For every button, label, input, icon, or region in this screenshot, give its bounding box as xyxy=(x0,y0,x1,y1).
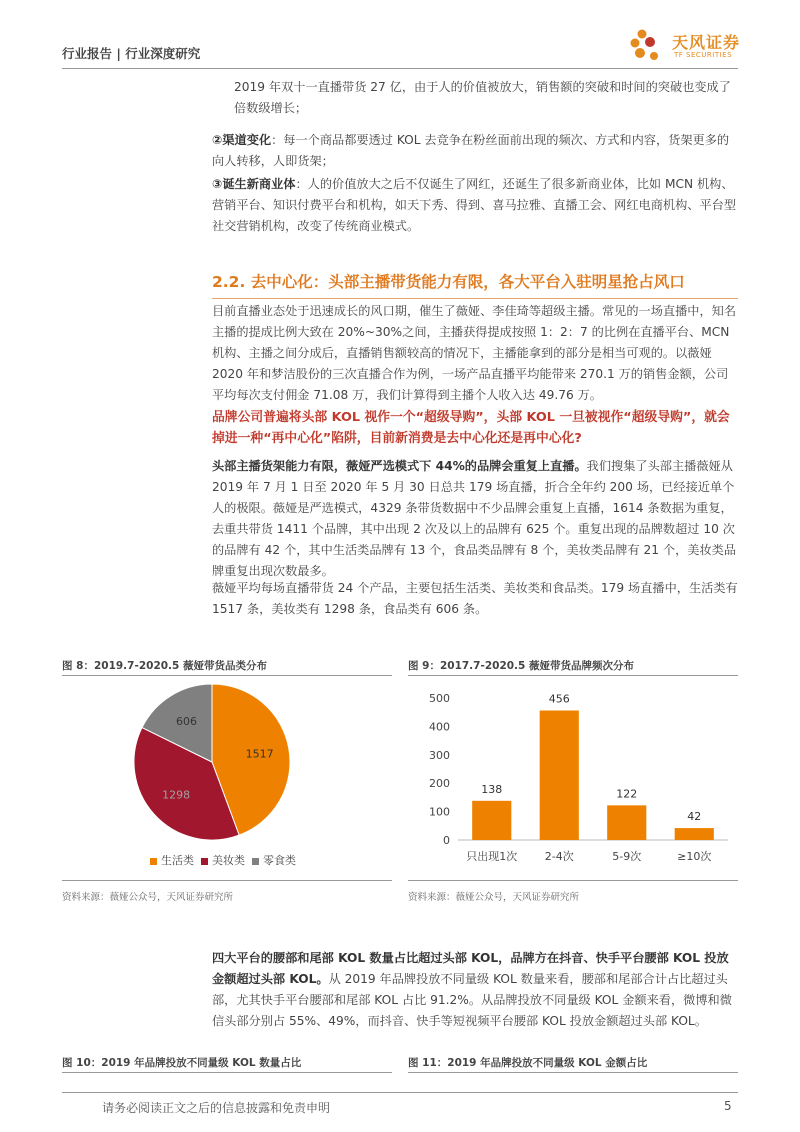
logo-text-cn: 天风证券 xyxy=(672,33,741,52)
pie-label-snack: 606 xyxy=(175,714,197,728)
figure-8-source: 资料来源：薇娅公众号，天风证券研究所 xyxy=(62,892,234,903)
paragraph-5 xyxy=(212,456,738,582)
paragraph-4: 目前直播业态处于迅速成长的风口期，催生了薇娅、李佳琦等超级主播。常见的一场直播中，知名主播的提成比例大致在 20%~30%之间，主播获得提成按照 1：2：7 的比例在直播平台、MCN 机构、主播之间分成后，直播销售额较高的情况下，主播能拿到的部分是相当可观的。以薇娅 2020 年和梦洁股份的三次直播合作为例，一场产品直播平均能带来 270.1 万的销售金额，公司平均每次支付佣金 71.08 万，我们计算得到主播个人收入达 49.76 万。 xyxy=(212,304,737,402)
figure-8-bottom-rule xyxy=(62,880,392,881)
figure-9-title: 图 9：2017.7-2020.5 薇娅带货品牌频次分布 xyxy=(408,660,635,672)
section-underline xyxy=(212,298,738,299)
paragraph-5-lead: 头部主播货架能力有限，薇娅严选模式下 44%的品牌会重复上直播。 xyxy=(212,459,587,473)
legend-label-beauty: 美妆类 xyxy=(212,854,245,867)
y-tick-label: 0 xyxy=(443,834,450,847)
bar-chart xyxy=(408,680,738,875)
pie-label-life: 1517 xyxy=(245,747,274,761)
header-divider xyxy=(62,68,738,69)
y-tick-label: 100 xyxy=(429,805,450,819)
bar xyxy=(472,801,511,840)
bar-value-label: 138 xyxy=(481,782,503,796)
paragraph-7-body: 从 2019 年品牌投放不同量级 KOL 数量来看，腰部和尾部合计占比超过头部，尤其快手平台腰部和尾部 KOL 占比 91.2%。从品牌投放不同量级 KOL 金额来看，微博和微信头部分别占 55%、49%，而抖音、快手等短视频平台腰部 KOL 投放金额超过头部 KOL。 xyxy=(212,972,732,1028)
paragraph-3-body: ：人的价值放大之后不仅诞生了网红，还诞生了很多新商业体，比如 MCN 机构、营销平台、知识付费平台和机构，如天下秀、得到、喜马拉雅、直播工会、网红电商机构、平台型社交营销机构，改变了传统商业模式。 xyxy=(212,177,737,233)
legend-swatch-snack xyxy=(252,858,259,865)
figure-10-title: 图 10：2019 年品牌投放不同量级 KOL 数量占比 xyxy=(62,1057,302,1069)
pie-chart xyxy=(62,680,392,850)
figure-10-rule xyxy=(62,1072,392,1073)
paragraph-2-lead: ②渠道变化 xyxy=(212,133,272,147)
report-type-label: 行业报告 | 行业深度研究 xyxy=(62,46,201,61)
paragraph-5-body: 我们搜集了头部主播薇娅从 2019 年 7 月 1 日至 2020 年 5 月 30 日总共 179 场直播，折合全年约 200 场，已经接近单个人的极限。薇娅是严选模式，4329 条带货数据中不少品牌会重复上直播，1614 条数据为重复，去重共带货 1411 个品牌，其中出现 2 次及以上的品牌有 625 个。重复出现的品牌数超过 10 次的品牌有 42 个，其中生活类品牌有 13 个，食品类品牌有 8 个，美妆类品牌有 21 个，美妆类品牌重复出现次数最多。 xyxy=(212,459,737,578)
bar-value-label: 42 xyxy=(687,810,702,824)
figure-11-rule xyxy=(408,1072,738,1073)
x-tick-label: 只出现1次 xyxy=(466,850,518,863)
footer-divider xyxy=(62,1092,738,1093)
logo-text-en: TF SECURITIES xyxy=(674,51,733,59)
legend-label-snack: 零食类 xyxy=(263,854,296,867)
y-tick-label: 200 xyxy=(429,777,450,791)
paragraph-6: 薇娅平均每场直播带货 24 个产品，主要包括生活类、美妆类和食品类。179 场直播中，生活类有 1517 条，美妆类有 1298 条，食品类有 606 条。 xyxy=(212,581,738,616)
page-number: 5 xyxy=(724,1099,732,1113)
legend-swatch-life xyxy=(150,858,157,865)
bar-value-label: 456 xyxy=(548,692,570,706)
paragraph-1: 2019 年双十一直播带货 27 亿，由于人的价值被放大，销售额的突破和时间的突破也变成了倍数级增长； xyxy=(234,80,731,115)
paragraph-3-lead: ③诞生新商业体 xyxy=(212,177,296,191)
paragraph-2 xyxy=(212,130,738,172)
figure-8-title: 图 8：2019.7-2020.5 薇娅带货品类分布 xyxy=(62,660,268,672)
paragraph-2-body: ：每一个商品都要透过 KOL 去竞争在粉丝面前出现的频次、方式和内容，货架更多的向人转移，人即货架； xyxy=(212,133,730,168)
x-tick-label: 5-9次 xyxy=(612,850,642,863)
figure-9-source: 资料来源：薇娅公众号，天风证券研究所 xyxy=(408,892,580,903)
legend-label-life: 生活类 xyxy=(161,854,194,867)
footer-disclaimer: 请务必阅读正文之后的信息披露和免责申明 xyxy=(102,1101,331,1115)
bar xyxy=(675,828,714,840)
y-tick-label: 400 xyxy=(429,720,450,734)
figure-11-title: 图 11：2019 年品牌投放不同量级 KOL 金额占比 xyxy=(408,1057,648,1069)
y-tick-label: 500 xyxy=(429,692,450,705)
pie-label-beauty: 1298 xyxy=(162,788,191,802)
legend-swatch-beauty xyxy=(201,858,208,865)
paragraph-3 xyxy=(212,174,738,237)
section-heading: 2.2. 去中心化：头部主播带货能力有限，各大平台入驻明星抢占风口 xyxy=(212,273,685,291)
figure-8-top-rule xyxy=(62,675,392,676)
x-tick-label: 2-4次 xyxy=(544,850,574,863)
highlight-statement: 品牌公司普遍将头部 KOL 视作一个“超级导购”，头部 KOL 一旦被视作“超级导购”，就会掉进一种“再中心化”陷阱，目前新消费是去中心化还是再中心化? xyxy=(212,410,730,446)
pie-legend xyxy=(150,852,296,868)
x-tick-label: ≥10次 xyxy=(677,850,712,863)
paragraph-7-lead: 四大平台的腰部和尾部 KOL 数量占比超过头部 KOL，品牌方在抖音、快手平台腰部 KOL 投放金额超过头部 KOL。 xyxy=(212,951,729,986)
figure-9-top-rule xyxy=(408,675,738,676)
bar xyxy=(607,805,646,840)
bar-value-label: 122 xyxy=(616,787,638,801)
y-tick-label: 300 xyxy=(429,748,450,762)
paragraph-7 xyxy=(212,948,738,1032)
bar xyxy=(540,710,579,840)
figure-9-bottom-rule xyxy=(408,880,738,881)
